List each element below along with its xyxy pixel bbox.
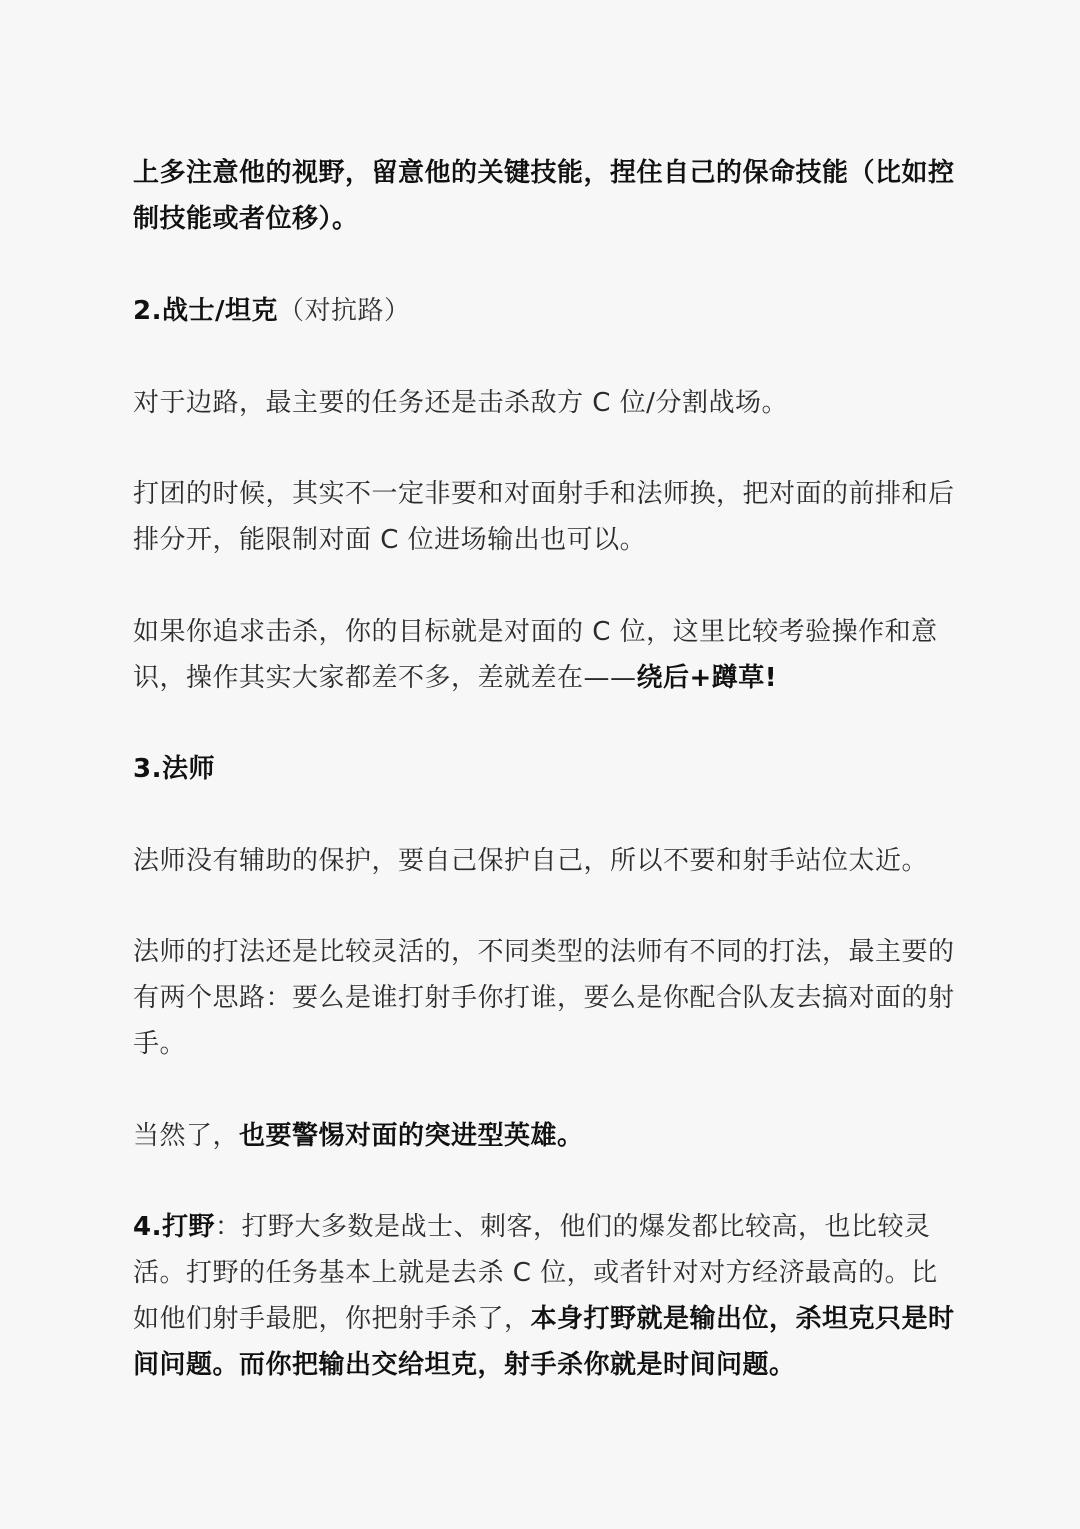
paragraph-text: ：打野大多数是战士、刺客，他们的爆发都比较高，也比较灵活。打野的任务基本上就是去杀 C 位，或者针对对方经济最高的。比如他们射手最肥，你把射手杀了， bbox=[133, 1212, 938, 1334]
heading-subtitle-text: （对抗路） bbox=[277, 296, 411, 326]
heading-warrior-tank bbox=[133, 288, 963, 334]
paragraph-beware-divers bbox=[133, 1113, 963, 1159]
paragraph-bold-text: 本身打野就是输出位，杀坦克只是时间问题。而你把输出交给坦克，射手杀你就是时间问题。 bbox=[133, 1304, 955, 1380]
paragraph-team-fight bbox=[133, 471, 963, 563]
paragraph-text: 当然了， bbox=[133, 1121, 240, 1151]
paragraph-protect-skills bbox=[133, 150, 963, 242]
paragraph-side-lane bbox=[133, 380, 963, 426]
paragraph-text: 打团的时候，其实不一定非要和对面射手和法师换，把对面的前排和后排分开，能限制对面 C 位进场输出也可以。 bbox=[133, 479, 955, 555]
paragraph-text: 法师的打法还是比较灵活的，不同类型的法师有不同的打法，最主要的有两个思路：要么是谁打射手你打谁，要么是你配合队友去搞对面的射手。 bbox=[133, 937, 955, 1059]
paragraph-jungle bbox=[133, 1204, 963, 1388]
paragraph-mage-position bbox=[133, 838, 963, 884]
heading-bold-text: 4.打野 bbox=[133, 1212, 215, 1242]
heading-mage bbox=[133, 746, 963, 792]
paragraph-text: 如果你追求击杀，你的目标就是对面的 C 位，这里比较考验操作和意识，操作其实大家都差不多，差就差在—— bbox=[133, 617, 938, 693]
paragraph-bold-text: 上多注意他的视野，留意他的关键技能，捏住自己的保命技能（比如控制技能或者位移）。 bbox=[133, 158, 955, 234]
heading-bold-text: 3.法师 bbox=[133, 754, 215, 784]
paragraph-chase-kill bbox=[133, 609, 963, 701]
paragraph-bold-text: 也要警惕对面的突进型英雄。 bbox=[239, 1121, 584, 1151]
paragraph-text: 对于边路，最主要的任务还是击杀敌方 C 位/分割战场。 bbox=[133, 388, 788, 418]
heading-bold-text: 2.战士/坦克 bbox=[133, 296, 278, 326]
paragraph-mage-playstyle bbox=[133, 929, 963, 1067]
paragraph-bold-text: 绕后+蹲草! bbox=[636, 663, 778, 693]
paragraph-text: 法师没有辅助的保护，要自己保护自己，所以不要和射手站位太近。 bbox=[133, 846, 929, 876]
